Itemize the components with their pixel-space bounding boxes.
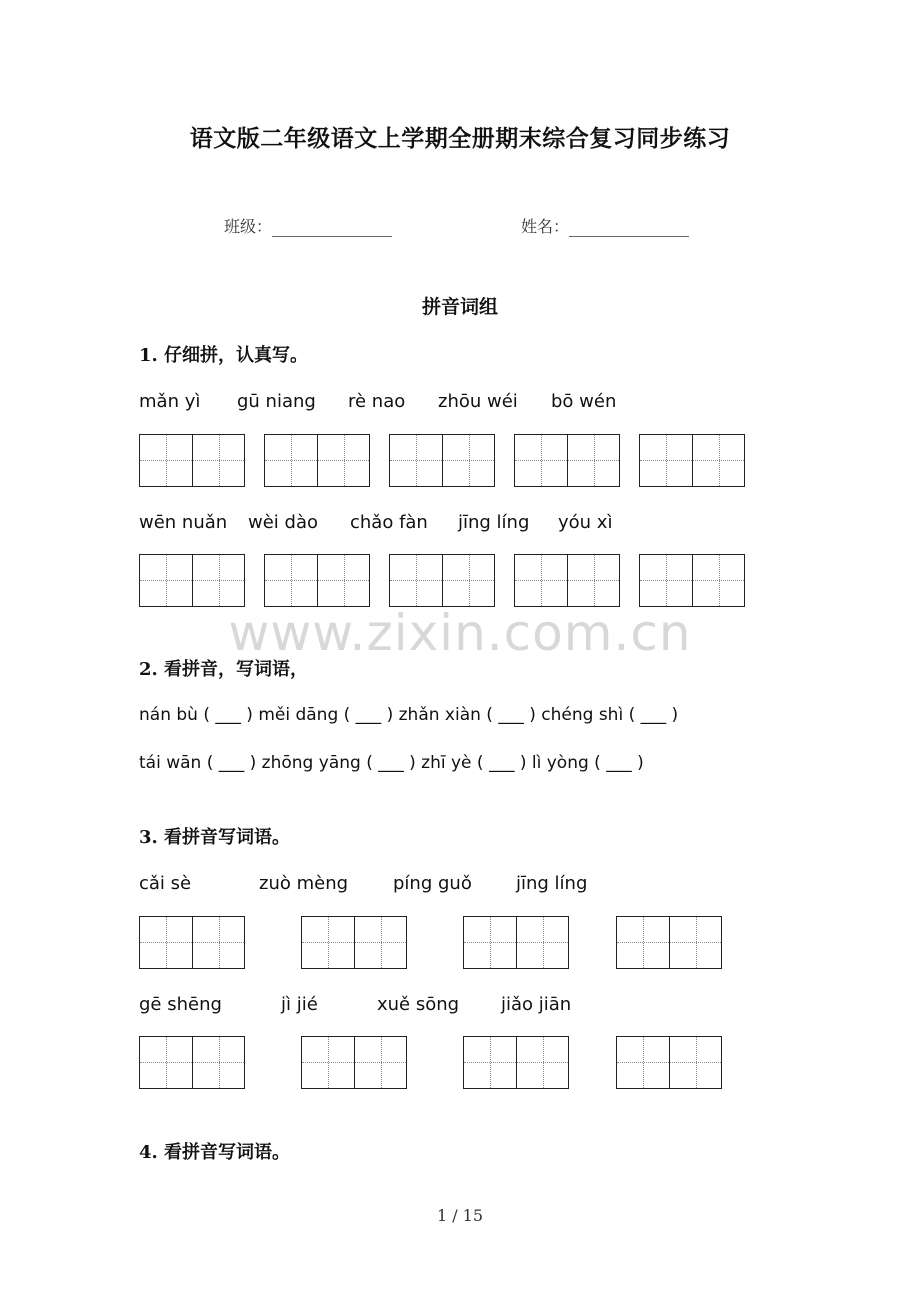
- pinyin: jīng líng: [516, 873, 588, 894]
- writing-grid[interactable]: [301, 1036, 407, 1089]
- pinyin: yóu xì: [558, 512, 613, 533]
- pinyin: jiǎo jiān: [501, 994, 572, 1015]
- pinyin: bō wén: [551, 391, 617, 412]
- pinyin-blank-line[interactable]: tái wān ( ___ ) zhōng yāng ( ___ ) zhī yè ( ___ ) lì yòng ( ___ ): [139, 753, 644, 773]
- writing-grid[interactable]: [463, 1036, 569, 1089]
- writing-grid[interactable]: [514, 554, 620, 607]
- writing-grid[interactable]: [264, 554, 370, 607]
- pinyin: gū niang: [237, 391, 316, 412]
- writing-grid[interactable]: [139, 1036, 245, 1089]
- pinyin: jì jié: [281, 994, 318, 1015]
- pinyin: cǎi sè: [139, 873, 192, 894]
- writing-grid[interactable]: [616, 1036, 722, 1089]
- question-2-heading: 2. 看拼音，写词语，: [139, 659, 309, 680]
- document-title: 语文版二年级语文上学期全册期末综合复习同步练习: [189, 125, 731, 152]
- name-blank: [569, 219, 689, 237]
- pinyin: wèi dào: [248, 512, 318, 533]
- writing-grid[interactable]: [139, 916, 245, 969]
- writing-grid[interactable]: [264, 434, 370, 487]
- class-field: [224, 214, 392, 237]
- question-4-heading: 4. 看拼音写词语。: [139, 1142, 291, 1163]
- page-number: 1 / 15: [436, 1206, 484, 1225]
- question-1-heading: 1. 仔细拼，认真写。: [139, 345, 309, 366]
- writing-grid[interactable]: [389, 434, 495, 487]
- class-label: 班级：: [224, 217, 273, 236]
- pinyin-blank-line[interactable]: nán bù ( ___ ) měi dāng ( ___ ) zhǎn xiàn ( ___ ) chéng shì ( ___ ): [139, 705, 679, 725]
- pinyin: mǎn yì: [139, 391, 201, 412]
- pinyin: chǎo fàn: [350, 512, 428, 533]
- pinyin: gē shēng: [139, 994, 222, 1015]
- pinyin: rè nao: [348, 391, 406, 412]
- writing-grid[interactable]: [139, 434, 245, 487]
- writing-grid[interactable]: [389, 554, 495, 607]
- pinyin: wēn nuǎn: [139, 512, 228, 533]
- pinyin: zhōu wéi: [438, 391, 518, 412]
- section-title: 拼音词组: [421, 296, 498, 318]
- watermark: www.zixin.com.cn: [228, 604, 692, 662]
- pinyin: jīng líng: [458, 512, 530, 533]
- pinyin: zuò mèng: [259, 873, 349, 894]
- writing-grid[interactable]: [301, 916, 407, 969]
- pinyin: xuě sōng: [377, 994, 460, 1015]
- writing-grid[interactable]: [639, 434, 745, 487]
- class-blank: [272, 219, 392, 237]
- writing-grid[interactable]: [616, 916, 722, 969]
- writing-grid[interactable]: [639, 554, 745, 607]
- writing-grid[interactable]: [514, 434, 620, 487]
- pinyin: píng guǒ: [393, 873, 472, 894]
- name-label: 姓名：: [521, 217, 570, 236]
- question-3-heading: 3. 看拼音写词语。: [139, 827, 291, 848]
- writing-grid[interactable]: [139, 554, 245, 607]
- name-field: [521, 214, 689, 237]
- writing-grid[interactable]: [463, 916, 569, 969]
